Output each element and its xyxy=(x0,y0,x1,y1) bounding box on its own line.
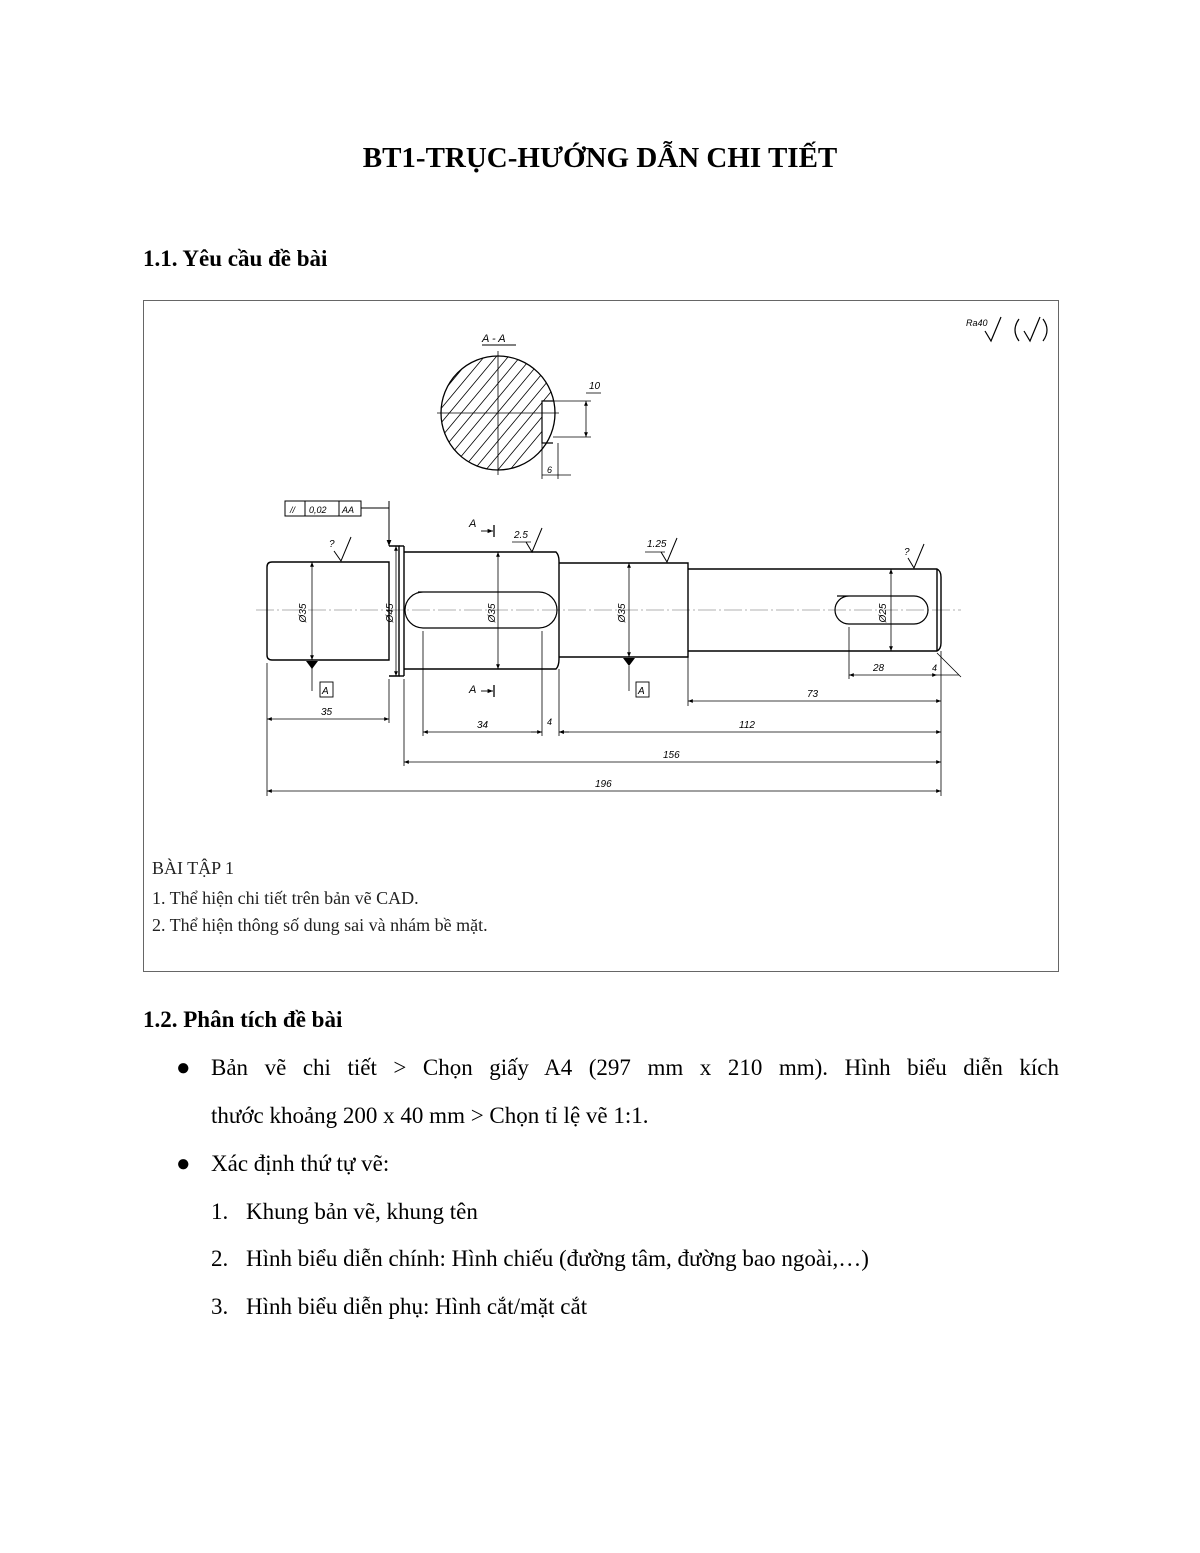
cut-label-top: A xyxy=(469,518,477,530)
tolerance-frame xyxy=(285,501,389,546)
diameter-label-4: Ø35 xyxy=(617,603,628,623)
dim-34: 34 xyxy=(477,720,489,731)
bullet-text-2: Xác định thứ tự vẽ: xyxy=(211,1151,390,1176)
general-roughness-label: Ra40 xyxy=(966,318,988,328)
bullet-dot-2: ● xyxy=(176,1151,191,1177)
section-cut-marker-top xyxy=(468,518,494,537)
technical-drawing xyxy=(144,301,1060,973)
dim-196: 196 xyxy=(595,779,612,790)
roughness-symbol-1 xyxy=(329,537,351,561)
bullet-text-1: Bản vẽ chi tiết > Chọn giấy A4 (297 mm x 210 mm). Hình biểu diễn kích xyxy=(211,1055,1059,1080)
dim-4-right: 4 xyxy=(932,663,938,673)
datum-marker-right xyxy=(623,658,649,697)
key-width-dimension: 6 xyxy=(547,465,553,475)
bullet-text-1-cont: thước khoảng 200 x 40 mm > Chọn tỉ lệ vẽ 1:1. xyxy=(211,1103,649,1128)
roughness-symbol-2 xyxy=(512,528,542,552)
shaft-drawing-figure xyxy=(143,300,1059,972)
dim-156: 156 xyxy=(663,750,680,761)
step-text-2: Hình biểu diễn chính: Hình chiếu (đường tâm, đường bao ngoài,…) xyxy=(246,1246,869,1271)
section-heading-requirements: 1.1. Yêu cầu đề bài xyxy=(143,246,328,271)
exercise-line-2: 2. Thể hiện thông số dung sai và nhám bề mặt. xyxy=(152,915,488,935)
page-title: BT1-TRỤC-HƯỚNG DẪN CHI TIẾT xyxy=(362,142,838,174)
section-cut-marker-bottom xyxy=(468,684,494,697)
tolerance-value: 0,02 xyxy=(309,505,327,515)
step-number-2: 2. xyxy=(211,1246,229,1271)
dim-112: 112 xyxy=(739,720,755,731)
step-number-1: 1. xyxy=(211,1199,229,1224)
tolerance-symbol: // xyxy=(290,505,296,515)
dim-73: 73 xyxy=(807,689,819,700)
diameter-label-3: Ø35 xyxy=(487,603,498,623)
shaft-outline xyxy=(267,546,941,676)
bullet-dot-1: ● xyxy=(176,1055,191,1081)
roughness-value-4: ? xyxy=(904,547,910,558)
roughness-value-2: 2.5 xyxy=(514,530,528,541)
dim-35: 35 xyxy=(321,707,333,718)
datum-label-left: A xyxy=(322,686,329,697)
cut-label-bottom: A xyxy=(469,684,477,696)
diameter-label-1: Ø35 xyxy=(298,603,309,623)
general-roughness-symbol xyxy=(966,317,1047,341)
tolerance-datum: AA xyxy=(342,505,355,515)
dim-4-left: 4 xyxy=(547,717,553,727)
roughness-symbol-3 xyxy=(645,538,677,562)
dim-28: 28 xyxy=(873,663,885,674)
section-view-a-a xyxy=(353,333,609,479)
section-heading-analysis: 1.2. Phân tích đề bài xyxy=(143,1007,343,1032)
diameter-label-5: Ø25 xyxy=(878,603,889,623)
roughness-value-1: ? xyxy=(329,539,335,550)
step-text-1: Khung bản vẽ, khung tên xyxy=(246,1199,478,1224)
exercise-line-1: 1. Thể hiện chi tiết trên bản vẽ CAD. xyxy=(152,888,419,908)
datum-marker-left xyxy=(306,661,333,697)
step-text-3: Hình biểu diễn phụ: Hình cắt/mặt cắt xyxy=(246,1294,588,1319)
roughness-value-3: 1.25 xyxy=(647,539,667,550)
section-label: A - A xyxy=(482,333,506,345)
roughness-symbol-4 xyxy=(904,544,924,568)
datum-label-right: A xyxy=(638,686,645,697)
diameter-label-2: Ø45 xyxy=(385,603,396,623)
length-dimensions xyxy=(267,627,961,796)
key-depth-dimension: 10 xyxy=(589,381,601,392)
exercise-title: BÀI TẬP 1 xyxy=(152,858,235,878)
step-number-3: 3. xyxy=(211,1294,229,1319)
